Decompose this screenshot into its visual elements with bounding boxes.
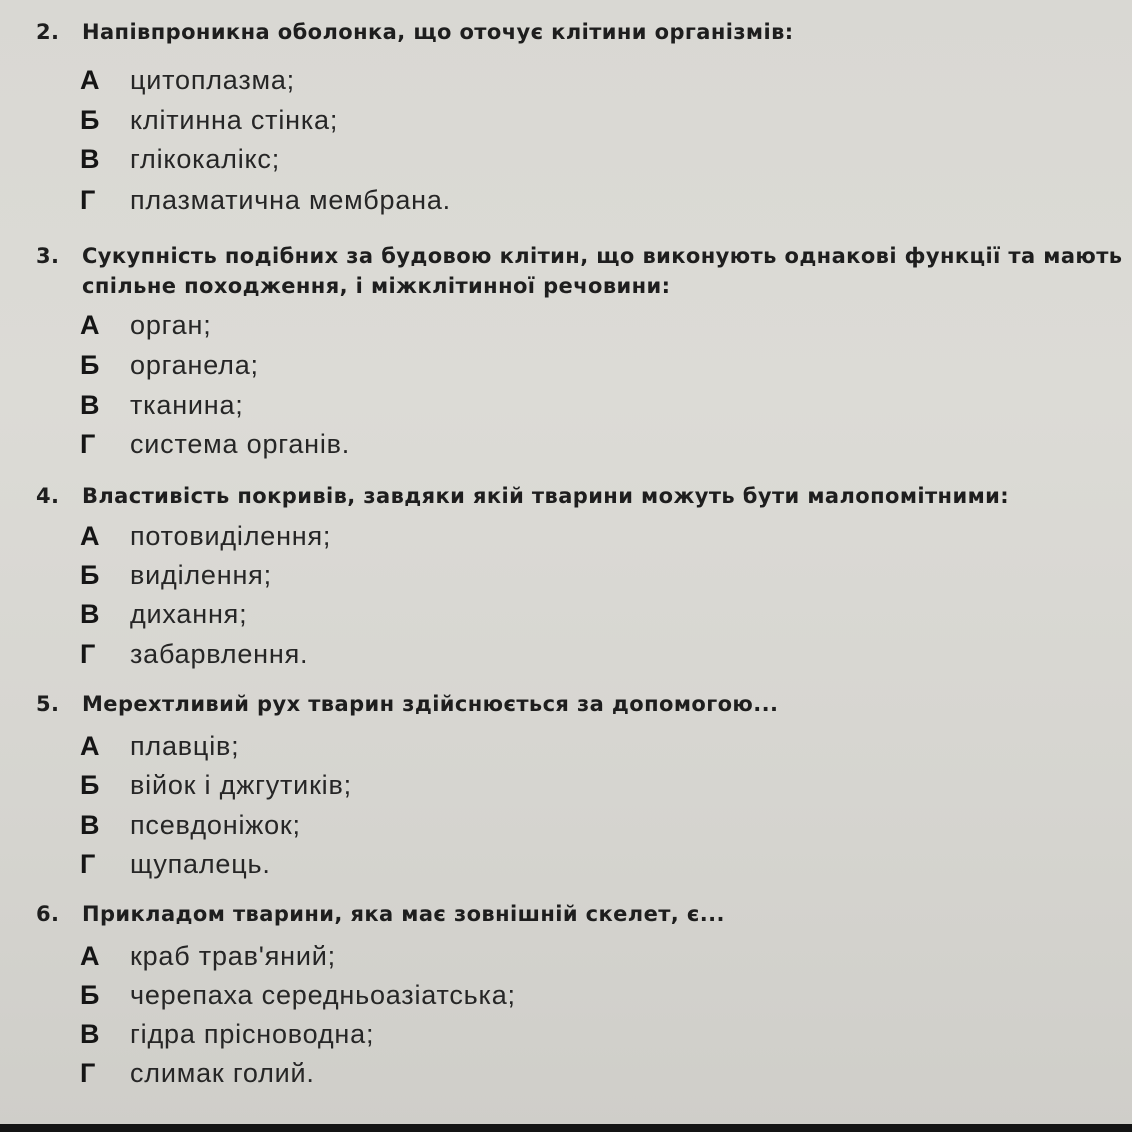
question-line: Мерехтливий рух тварин здійснюється за допомогою... [82,692,779,716]
option-d[interactable] [80,1053,315,1093]
option-text: краб трав'яний; [130,941,336,971]
option-letter: Г [80,1058,96,1088]
option-letter: Б [80,560,100,590]
option-text: черепаха середньоазіатська; [130,980,516,1010]
question-number: 3. [36,244,60,268]
option-letter: Б [80,105,100,135]
option-text: війок і джгутиків; [130,770,352,800]
option-letter: А [80,65,100,95]
option-letter: А [80,310,100,340]
option-letter: Г [80,639,96,669]
question-line: Сукупність подібних за будовою клітин, що виконують однакові функції та мають [82,244,1123,268]
option-text: органела; [130,350,259,380]
question-number: 6. [36,902,60,926]
option-text: псевдоніжок; [130,810,301,840]
option-text: система органів. [130,429,351,459]
option-d[interactable] [80,844,271,884]
option-text: цитоплазма; [130,65,295,95]
option-letter: В [80,1019,100,1049]
option-text: гідра прісноводна; [130,1019,375,1049]
option-text: потовиділення; [130,521,332,551]
option-text: клітинна стінка; [130,105,339,135]
option-a[interactable] [80,516,331,556]
option-c[interactable] [80,385,244,425]
bottom-edge-shadow [0,1124,1132,1132]
question-text [36,686,1126,722]
question-line: спільне походження, і міжклітинної речовини: [82,274,671,298]
option-text: забарвлення. [130,639,309,669]
option-text: щупалець. [130,849,271,879]
option-letter: Г [80,429,96,459]
option-a[interactable] [80,305,212,345]
option-letter: Г [80,185,96,215]
option-letter: Б [80,980,100,1010]
option-letter: В [80,810,100,840]
question-text [36,14,1126,50]
option-text: плавців; [130,731,240,761]
question-line: Властивість покривів, завдяки якій тварини можуть бути малопомітними: [82,484,1010,508]
option-text: плазматична мембрана. [130,185,451,215]
option-a[interactable] [80,936,336,976]
question-number: 5. [36,692,60,716]
option-letter: В [80,144,100,174]
option-c[interactable] [80,139,280,179]
option-text: слимак голий. [130,1058,315,1088]
option-a[interactable] [80,60,295,100]
option-letter: Б [80,770,100,800]
option-letter: А [80,941,100,971]
option-text: дихання; [130,599,248,629]
option-text: тканина; [130,390,244,420]
option-d[interactable] [80,180,451,220]
option-b[interactable] [80,765,352,805]
option-letter: В [80,390,100,420]
option-letter: А [80,521,100,551]
option-letter: Г [80,849,96,879]
question-number: 2. [36,20,60,44]
option-b[interactable] [80,555,272,595]
option-text: глікокалікс; [130,144,281,174]
option-text: виділення; [130,560,272,590]
option-text: орган; [130,310,212,340]
question-text-continued [36,268,1126,304]
option-b[interactable] [80,100,338,140]
option-b[interactable] [80,345,259,385]
option-letter: Б [80,350,100,380]
option-c[interactable] [80,594,247,634]
option-letter: В [80,599,100,629]
question-text [36,478,1126,514]
question-text [36,896,1126,932]
option-b[interactable] [80,975,516,1015]
question-line: Напівпроникна оболонка, що оточує клітини організмів: [82,20,794,44]
option-letter: А [80,731,100,761]
option-d[interactable] [80,634,308,674]
option-c[interactable] [80,805,301,845]
option-d[interactable] [80,424,350,464]
option-c[interactable] [80,1014,374,1054]
option-a[interactable] [80,726,239,766]
question-number: 4. [36,484,60,508]
question-line: Прикладом тварини, яка має зовнішній скелет, є... [82,902,725,926]
